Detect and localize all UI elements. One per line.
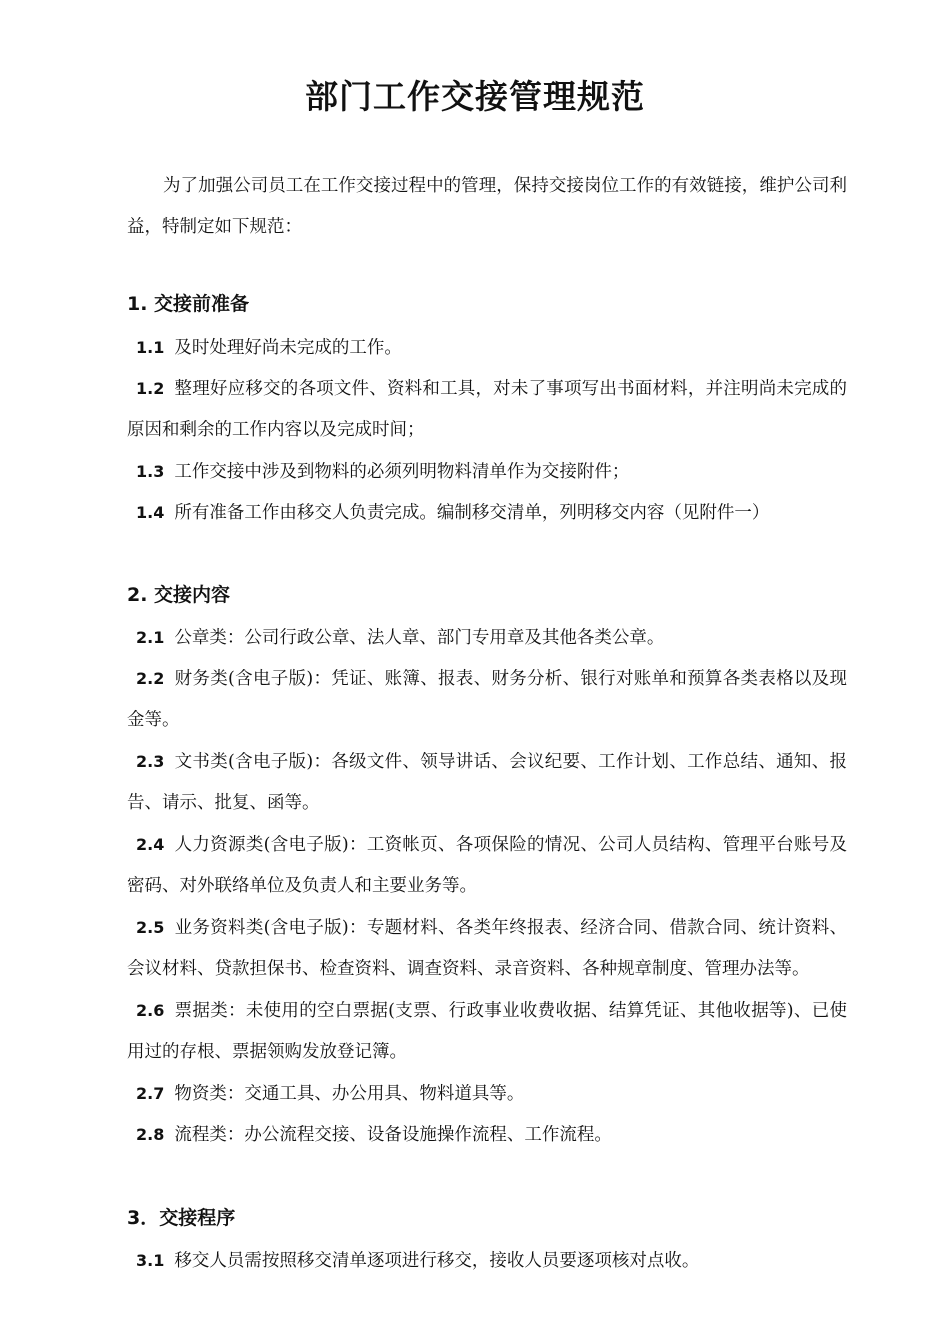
list-item-2-2: [127, 658, 847, 741]
list-item-1-1: [127, 327, 847, 369]
intro-paragraph: 为了加强公司员工在工作交接过程中的管理，保持交接岗位工作的有效链接，维护公司利益，特制定如下规范：: [127, 176, 847, 237]
list-item-2-5: [127, 907, 847, 990]
item-text: 流程类：办公流程交接、设备设施操作流程、工作流程。: [174, 1125, 612, 1145]
list-item-2-3: [127, 741, 847, 824]
item-number: 2.1: [136, 628, 165, 647]
item-text: 财务类(含电子版)：凭证、账簿、报表、财务分析、银行对账单和预算各类表格以及现金等。: [127, 669, 847, 730]
item-number: 2.8: [136, 1125, 165, 1144]
section-heading-2: 2. 交接内容: [127, 584, 231, 606]
item-number: 2.3: [136, 752, 165, 771]
item-number: 2.6: [136, 1001, 165, 1020]
list-item-1-4: [127, 492, 847, 534]
item-number: 3.1: [136, 1251, 165, 1270]
item-text: 票据类：未使用的空白票据(支票、行政事业收费收据、结算凭证、其他收据等)、已使用过的存根、票据领购发放登记簿。: [127, 1001, 847, 1062]
list-item-2-7: [127, 1073, 847, 1115]
item-text: 整理好应移交的各项文件、资料和工具，对未了事项写出书面材料，并注明尚未完成的原因和剩余的工作内容以及完成时间；: [127, 379, 847, 440]
item-text: 工作交接中涉及到物料的必须列明物料清单作为交接附件；: [174, 462, 630, 482]
item-text: 业务资料类(含电子版)：专题材料、各类年终报表、经济合同、借款合同、统计资料、会议材料、贷款担保书、检查资料、调查资料、录音资料、各种规章制度、管理办法等。: [127, 918, 847, 979]
list-item-1-3: [127, 451, 847, 493]
list-item-2-4: [127, 824, 847, 907]
document-title: 部门工作交接管理规范: [305, 77, 645, 116]
item-text: 所有准备工作由移交人负责完成。编制移交清单，列明移交内容（见附件一）: [174, 503, 770, 523]
item-number: 2.4: [136, 835, 165, 854]
item-number: 2.5: [136, 918, 165, 937]
item-text: 移交人员需按照移交清单逐项进行移交，接收人员要逐项核对点收。: [174, 1251, 700, 1271]
list-item-2-8: [127, 1114, 847, 1156]
item-text: 文书类(含电子版)：各级文件、领导讲话、会议纪要、工作计划、工作总结、通知、报告、请示、批复、函等。: [127, 752, 847, 813]
section-heading-1: 1. 交接前准备: [127, 293, 250, 315]
item-number: 2.7: [136, 1084, 165, 1103]
item-text: 及时处理好尚未完成的工作。: [174, 338, 402, 358]
item-number: 1.4: [136, 503, 165, 522]
section-heading-3: 3．交接程序: [127, 1207, 236, 1229]
item-text: 人力资源类(含电子版)：工资帐页、各项保险的情况、公司人员结构、管理平台账号及密码、对外联络单位及负责人和主要业务等。: [127, 835, 847, 896]
item-number: 1.2: [136, 379, 165, 398]
item-number: 1.3: [136, 462, 165, 481]
item-number: 2.2: [136, 669, 165, 688]
list-item-2-6: [127, 990, 847, 1073]
list-item-1-2: [127, 368, 847, 451]
list-item-2-1: [127, 617, 847, 659]
item-number: 1.1: [136, 338, 165, 357]
item-text: 公章类：公司行政公章、法人章、部门专用章及其他各类公章。: [174, 628, 665, 648]
item-text: 物资类：交通工具、办公用具、物料道具等。: [174, 1084, 525, 1104]
list-item-3-1: [127, 1240, 847, 1282]
